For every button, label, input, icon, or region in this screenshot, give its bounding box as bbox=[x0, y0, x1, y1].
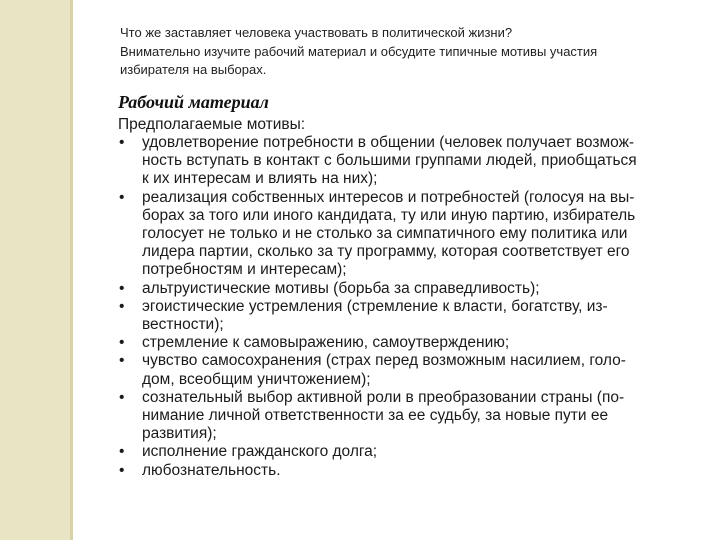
motive-line: голосует не только и не столько за симпатичного ему политика или bbox=[142, 225, 628, 243]
motive-item bbox=[112, 443, 702, 461]
bullet-icon: • bbox=[119, 188, 125, 206]
motive-item bbox=[112, 389, 702, 444]
bullet-icon: • bbox=[119, 134, 125, 151]
motive-line: развития); bbox=[142, 425, 217, 443]
motive-line: к их интересам и влиять на них); bbox=[142, 170, 378, 188]
bullet-icon: • bbox=[119, 461, 125, 479]
motive-item bbox=[112, 334, 702, 352]
intro-text bbox=[120, 24, 695, 80]
motive-line: реализация собственных интересов и потребностей (голосуя на вы- bbox=[142, 188, 635, 206]
slide-sidebar bbox=[0, 0, 70, 540]
motive-item bbox=[112, 134, 702, 189]
material-title: Рабочий материал bbox=[118, 92, 269, 112]
material-lead: Предполагаемые мотивы: bbox=[118, 116, 306, 133]
motive-line: ность вступать в контакт с большими группами людей, приобщаться bbox=[142, 152, 637, 170]
motive-line: нимание личной ответственности за ее судьбу, за новые пути ее bbox=[142, 407, 609, 425]
motive-item bbox=[112, 462, 702, 480]
bullet-icon: • bbox=[119, 279, 125, 297]
motive-item bbox=[112, 280, 702, 298]
motive-line: чувство самосохранения (страх перед возможным насилием, голо- bbox=[142, 352, 626, 370]
bullet-icon: • bbox=[119, 443, 125, 461]
motive-line: вестности); bbox=[142, 316, 224, 334]
motive-line: лидера партии, сколько за ту программу, которая соответствует его bbox=[142, 243, 630, 261]
motive-line: стремление к самовыражению, самоутверждению; bbox=[142, 334, 510, 352]
motive-line: борах за того или иного кандидата, ту или иную партию, избиратель bbox=[142, 206, 636, 224]
motive-line: дом, всеобщим уничтожением); bbox=[142, 370, 371, 388]
motive-line: эгоистические устремления (стремление к власти, богатству, из- bbox=[142, 297, 608, 315]
motive-item bbox=[112, 298, 702, 334]
motive-line: сознательный выбор активной роли в преобразовании страны (по- bbox=[142, 388, 625, 406]
bullet-icon: • bbox=[119, 388, 125, 406]
bullet-icon: • bbox=[119, 352, 125, 370]
motive-line: любознательность. bbox=[142, 461, 281, 479]
bullet-icon: • bbox=[119, 297, 125, 315]
motive-item bbox=[112, 352, 702, 388]
motives-list bbox=[112, 134, 702, 480]
motive-line: альтруистические мотивы (борьба за справедливость); bbox=[142, 279, 540, 297]
intro-line-2: Внимательно изучите рабочий материал и обсудите типичные мотивы участия bbox=[120, 43, 598, 59]
intro-line-3: избирателя на выборах. bbox=[120, 62, 267, 77]
working-material bbox=[112, 92, 702, 480]
motive-line: удовлетворение потребности в общении (человек получает возмож- bbox=[142, 134, 635, 151]
bullet-icon: • bbox=[119, 334, 125, 352]
motive-line: потребностям и интересам); bbox=[142, 261, 347, 279]
motive-line: исполнение гражданского долга; bbox=[142, 443, 378, 461]
intro-line-1: Что же заставляет человека участвовать в политической жизни? bbox=[120, 25, 513, 40]
motive-item bbox=[112, 189, 702, 280]
